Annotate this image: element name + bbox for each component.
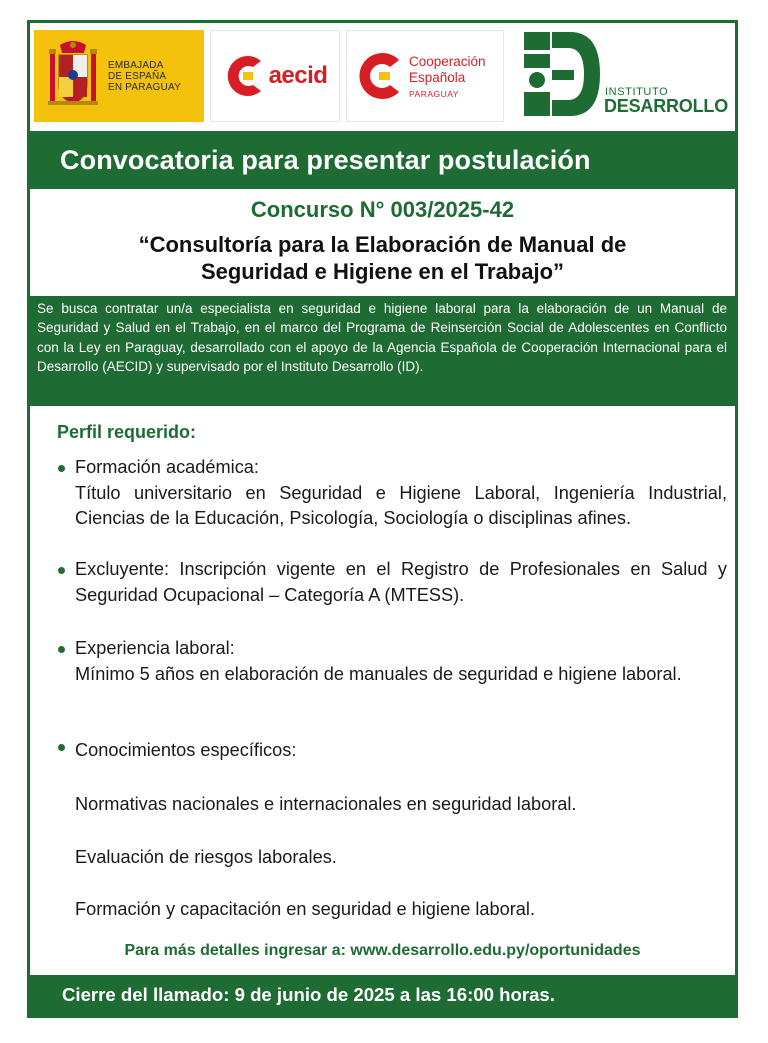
excluyente-text: Excluyente: Inscripción vigente en el Registro de Profesionales en Salud y Seguridad Ocupacional – Categoría A (MTESS). <box>75 559 727 605</box>
bullet-dot-icon <box>58 744 65 751</box>
cierre-text: Cierre del llamado: 9 de junio de 2025 a las 16:00 horas. <box>62 984 555 1005</box>
desarrollo-label: DESARROLLO <box>604 96 729 116</box>
aecid-logo <box>210 30 340 122</box>
bullet-dot-icon <box>58 646 65 653</box>
experiencia-text: Mínimo 5 años en elaboración de manuales de seguridad e higiene laboral. <box>75 663 682 684</box>
embajada-text-line2: DE ESPAÑA <box>108 70 167 82</box>
conocimientos-label: Conocimientos específicos: <box>75 740 297 760</box>
bullet-formacion <box>57 455 727 532</box>
instituto-desarrollo-d-icon <box>522 30 602 118</box>
cierre-bar <box>30 975 735 1015</box>
embajada-logo <box>34 30 204 122</box>
conocimiento-item-1: Normativas nacionales e internacionales en seguridad laboral. <box>75 794 577 814</box>
perfil-heading: Perfil requerido: <box>57 422 197 442</box>
bullet-dot-icon <box>58 567 65 574</box>
instituto-label: INSTITUTO <box>605 86 669 98</box>
instituto-desarrollo-logo <box>522 28 728 120</box>
aecid-wordmark: aecid <box>268 62 328 89</box>
title-bar <box>30 131 735 189</box>
embajada-text-line1: EMBAJADA <box>108 59 164 71</box>
conocimiento-item-2: Evaluación de riesgos laborales. <box>75 847 337 867</box>
experiencia-label: Experiencia laboral: <box>75 638 235 658</box>
cooperacion-line2: Española <box>409 69 466 85</box>
coat-of-arms-icon <box>46 39 100 113</box>
cooperacion-c-icon <box>357 50 403 102</box>
concurso-number: Concurso N° 003/2025-42 <box>250 197 515 222</box>
aecid-c-icon <box>223 53 265 99</box>
logos-row <box>34 28 734 124</box>
details-link-text: Para más detalles ingresar a: www.desarrollo.edu.py/oportunidades <box>124 942 641 959</box>
bullet-conocimientos <box>57 738 727 764</box>
embajada-text-line3: EN PARAGUAY <box>108 81 181 93</box>
page-title: Convocatoria para presentar postulación <box>60 144 591 175</box>
bullet-experiencia <box>57 636 727 687</box>
conocimiento-item-3: Formación y capacitación en seguridad e higiene laboral. <box>75 899 536 919</box>
description-box: Se busca contratar un/a especialista en seguridad e higiene laboral para la elaboración de un Manual de Seguridad y Salud en el Trabajo, en el marco del Programa de Reinserción Social de Adolescentes en Conflicto con la Ley en Paraguay, desarrollado con el apoyo de la Agencia Española de Cooperación Internacional para el Desarrollo (AECID) y supervisado por el Instituto Desarrollo (ID). <box>30 296 735 406</box>
consultoria-title <box>30 231 735 285</box>
bullet-excluyente <box>57 557 727 608</box>
cooperacion-line1: Cooperación <box>409 53 486 69</box>
bullet-dot-icon <box>58 465 65 472</box>
formacion-label: Formación académica: <box>75 457 259 477</box>
formacion-text: Título universitario en Seguridad e Higiene Laboral, Ingeniería Industrial, Ciencias de la Educación, Psicología, Sociología o disciplinas afines. <box>75 482 727 529</box>
cooperacion-line3: PARAGUAY <box>409 88 459 99</box>
cooperacion-espanola-logo <box>346 30 504 122</box>
consultoria-line2: Seguridad e Higiene en el Trabajo” <box>200 259 565 284</box>
consultoria-line1: “Consultoría para la Elaboración de Manual de <box>138 232 627 257</box>
